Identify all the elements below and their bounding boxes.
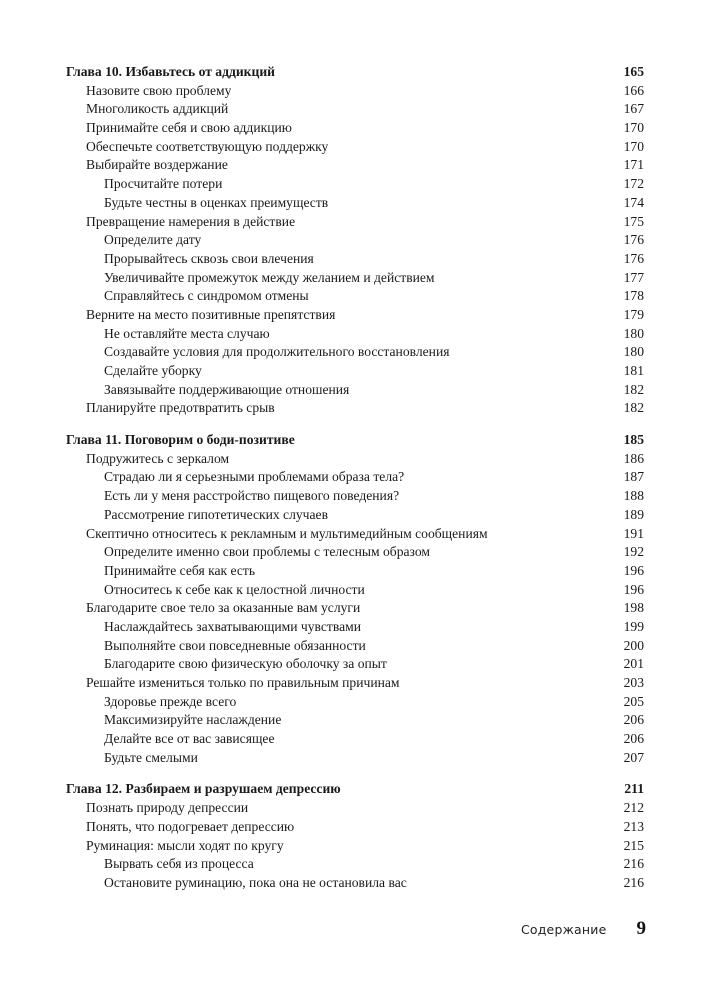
toc-entry [66, 655, 646, 674]
toc-entry [66, 381, 646, 400]
toc-entry-title: Просчитайте потери [104, 176, 223, 192]
toc-entry-title: Сделайте уборку [104, 363, 202, 378]
toc-entry [66, 194, 646, 213]
toc-entry [66, 818, 646, 837]
toc-entry-title: Справляйтесь с синдромом отмены [104, 288, 309, 304]
toc-entry-title: Завязывайте поддерживающие отношения [104, 381, 350, 397]
toc-entry-title: Выполняйте свои повседневные обязанности [104, 637, 366, 653]
toc-entry-page: 170 [623, 120, 644, 136]
toc-entry [66, 343, 646, 362]
toc-entry-page: 201 [623, 656, 644, 672]
toc-entry-page: 189 [623, 506, 644, 522]
toc-entry-page: 216 [623, 856, 644, 872]
toc-entry-title: Максимизируйте наслаждение [104, 712, 282, 728]
toc-entry-page: 181 [623, 363, 644, 378]
toc-entry [66, 618, 646, 637]
toc-entry-title: Глава 12. Разбираем и разрушаем депрессию [66, 781, 341, 797]
toc-entry [66, 749, 646, 768]
toc-entry-title: Глава 10. Избавьтесь от аддикций [66, 64, 276, 79]
toc-chapter-heading [66, 780, 646, 799]
toc-entry-page: 211 [624, 781, 644, 797]
toc-entry [66, 674, 646, 693]
toc-entry-page: 165 [623, 64, 644, 79]
toc-entry [66, 799, 646, 818]
toc-entry-title: Принимайте себя и свою аддикцию [86, 120, 292, 136]
toc-entry-title: Остановите руминацию, пока она не остановила вас [104, 874, 407, 890]
toc-entry-page: 180 [623, 344, 644, 360]
toc-entry-title: Здоровье прежде всего [104, 693, 237, 709]
toc-entry-title: Определите дату [104, 232, 202, 248]
toc-entry-title: Создавайте условия для продолжительного восстановления [104, 344, 450, 360]
toc-entry-page: 187 [623, 469, 644, 485]
toc-entry-page: 175 [623, 213, 644, 229]
toc-entry-page: 178 [623, 288, 644, 304]
toc-entry-page: 203 [623, 675, 644, 690]
toc-entry [66, 82, 646, 101]
toc-entry [66, 599, 646, 618]
toc-chapter-block [66, 780, 646, 892]
toc-entry-page: 200 [623, 637, 644, 653]
toc-entry-page: 182 [623, 400, 644, 416]
toc-entry-title: Выбирайте воздержание [86, 157, 228, 173]
toc-entry [66, 306, 646, 325]
toc-entry [66, 175, 646, 194]
toc-entry [66, 269, 646, 288]
toc-entry [66, 874, 646, 893]
toc-entry [66, 325, 646, 344]
toc-entry-page: 185 [623, 432, 644, 448]
running-footer-section: Содержание [520, 922, 607, 937]
toc-entry-title: Будьте честны в оценках преимуществ [104, 194, 329, 210]
toc-entry-page: 191 [623, 525, 644, 541]
toc-entry-page: 206 [623, 712, 644, 728]
toc-entry-page: 188 [623, 488, 644, 504]
toc-entry-title: Есть ли у меня расстройство пищевого поведения? [104, 488, 400, 504]
toc-entry-title: Планируйте предотвратить срыв [86, 400, 275, 416]
toc-entry-title: Наслаждайтесь захватывающими чувствами [104, 618, 361, 634]
toc-entry-title: Верните на место позитивные препятствия [86, 306, 336, 322]
toc-entry-title: Обеспечьте соответствующую поддержку [86, 138, 329, 154]
toc-entry-page: 167 [623, 101, 644, 117]
toc-entry [66, 506, 646, 525]
toc-entry [66, 156, 646, 175]
page-number: 9 [636, 918, 646, 939]
toc-entry [66, 468, 646, 487]
toc-entry-page: 198 [623, 600, 644, 616]
toc-entry-title: Вырвать себя из процесса [104, 856, 254, 872]
toc-entry-title: Благодарите свою физическую оболочку за опыт [104, 656, 387, 672]
toc-entry-page: 171 [623, 157, 644, 173]
toc-entry [66, 287, 646, 306]
toc-entry-title: Глава 11. Поговорим о боди-позитиве [66, 432, 295, 448]
toc-entry [66, 711, 646, 730]
toc-entry-title: Увеличивайте промежуток между желанием и действием [104, 269, 435, 285]
toc-entry-title: Решайте измениться только по правильным причинам [86, 675, 400, 690]
toc-entry-page: 192 [623, 544, 644, 560]
toc-entry-title: Скептично относитесь к рекламным и мультимедийным сообщениям [86, 525, 488, 541]
toc-entry-page: 196 [623, 562, 644, 578]
toc-entry [66, 119, 646, 138]
toc-chapter-heading [66, 431, 646, 450]
toc-entry-page: 166 [623, 82, 644, 98]
toc-entry-title: Многоликость аддикций [86, 101, 229, 117]
toc-entry-title: Определите именно свои проблемы с телесным образом [104, 544, 430, 560]
toc-entry [66, 362, 646, 381]
toc-entry [66, 562, 646, 581]
toc-entry-title: Понять, что подогревает депрессию [86, 818, 295, 834]
toc-entry-page: 216 [623, 874, 644, 890]
page-footer [0, 918, 646, 940]
toc-entry-title: Рассмотрение гипотетических случаев [104, 506, 328, 522]
toc-entry-title: Страдаю ли я серьезными проблемами образа тела? [104, 469, 405, 485]
toc-entry [66, 399, 646, 418]
toc-entry-page: 176 [623, 232, 644, 248]
toc-entry-page: 206 [623, 731, 644, 747]
toc-entry [66, 250, 646, 269]
toc-entry-title: Благодарите свое тело за оказанные вам услуги [86, 600, 361, 616]
toc-entry-page: 215 [623, 837, 644, 853]
toc-chapter-block [66, 431, 646, 767]
toc-entry [66, 837, 646, 856]
toc-chapter-block [66, 63, 646, 418]
toc-entry-title: Относитесь к себе как к целостной личности [104, 581, 365, 597]
toc-entry [66, 100, 646, 119]
toc-entry-page: 212 [623, 800, 644, 816]
table-of-contents [66, 63, 646, 906]
toc-entry [66, 450, 646, 469]
toc-entry [66, 138, 646, 157]
toc-entry-page: 174 [623, 194, 644, 210]
toc-entry-page: 196 [623, 581, 644, 597]
toc-entry-title: Подружитесь с зеркалом [86, 450, 230, 466]
toc-entry-page: 180 [623, 325, 644, 341]
toc-entry [66, 693, 646, 712]
toc-entry-page: 179 [623, 306, 644, 322]
toc-entry-page: 182 [623, 381, 644, 397]
toc-entry-title: Познать природу депрессии [86, 800, 249, 816]
toc-entry [66, 231, 646, 250]
toc-entry-title: Превращение намерения в действие [86, 213, 296, 229]
toc-entry-page: 186 [623, 450, 644, 466]
toc-entry-page: 170 [623, 138, 644, 154]
toc-entry-page: 172 [623, 176, 644, 192]
toc-entry-title: Руминация: мысли ходят по кругу [86, 837, 284, 853]
toc-entry [66, 213, 646, 232]
toc-entry-title: Делайте все от вас зависящее [104, 731, 275, 747]
toc-entry [66, 543, 646, 562]
toc-chapter-heading [66, 63, 646, 82]
toc-entry-page: 199 [623, 618, 644, 634]
toc-entry-page: 177 [623, 269, 644, 285]
toc-entry [66, 637, 646, 656]
toc-entry-title: Принимайте себя как есть [104, 562, 256, 578]
toc-entry [66, 730, 646, 749]
toc-entry [66, 525, 646, 544]
toc-entry [66, 581, 646, 600]
toc-entry-title: Будьте смелыми [104, 749, 198, 765]
toc-entry-title: Прорывайтесь сквозь свои влечения [104, 250, 314, 266]
toc-entry-page: 213 [623, 818, 644, 834]
toc-entry-title: Назовите свою проблему [86, 82, 232, 98]
toc-entry-page: 176 [623, 250, 644, 266]
toc-entry [66, 487, 646, 506]
toc-entry-page: 205 [623, 693, 644, 709]
toc-entry [66, 855, 646, 874]
toc-entry-page: 207 [623, 749, 644, 765]
toc-entry-title: Не оставляйте места случаю [104, 325, 270, 341]
